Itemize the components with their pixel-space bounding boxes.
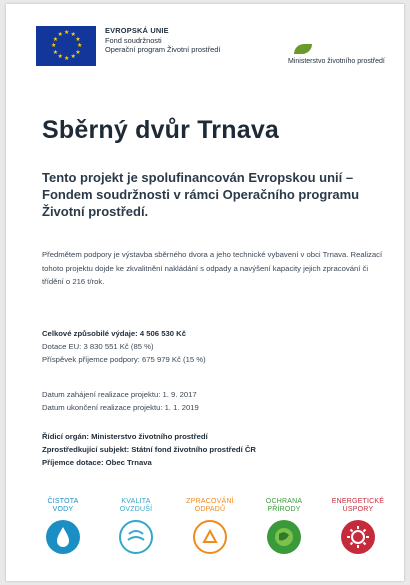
eu-star-icon: ★ [57, 31, 63, 38]
total-costs-value: 4 506 530 Kč [139, 329, 187, 338]
eu-star-icon: ★ [70, 54, 76, 61]
poster-sheet [6, 4, 404, 581]
icon-label: ENERGETICKÉ ÚSPORY [331, 498, 385, 513]
eu-subsidy: Dotace EU: 3 830 551 Kč (85 %) [42, 342, 154, 351]
icon-item-waste [177, 498, 243, 554]
icon-label: ZPRACOVÁNÍ ODPADŮ [186, 498, 234, 513]
eu-star-icon: ★ [77, 43, 83, 49]
eu-star-icon: ★ [52, 49, 59, 56]
recycle-icon [193, 520, 227, 554]
icon-item-nature [251, 498, 317, 554]
managing-authority: Řídicí orgán: Ministerstvo životního prostředí [42, 432, 208, 441]
dates-block [42, 388, 199, 414]
priority-icons [30, 498, 390, 568]
eu-fund-text [105, 26, 220, 55]
icon-label: KVALITA OVZDUŠÍ [119, 498, 153, 513]
recipient-contribution: Příspěvek příjemce podpory: 675 979 Kč (15 %) [42, 355, 206, 364]
ministry-leaf-icon [294, 44, 312, 54]
air-icon [119, 520, 153, 554]
eu-star-icon: ★ [75, 49, 81, 56]
intermediate-body: Zprostředkující subjekt: Státní fond životního prostředí ČR [42, 445, 256, 454]
energy-icon [341, 520, 375, 554]
eu-flag-icon [36, 26, 96, 66]
nature-icon [267, 520, 301, 554]
end-date: Datum ukončení realizace projektu: 1. 1. 2019 [42, 403, 199, 412]
eu-line-2: Fond soudržnosti [105, 35, 162, 45]
start-date: Datum zahájení realizace projektu: 1. 9. 2017 [42, 390, 197, 399]
ministry-name: Ministerstvo životního prostředí [288, 58, 385, 65]
eu-line-3: Operační program Životní prostředí [105, 45, 221, 55]
eu-star-icon: ★ [64, 56, 70, 62]
icon-label: OCHRANA PŘÍRODY [265, 498, 303, 513]
eu-star-icon: ★ [64, 30, 70, 36]
eu-star-icon: ★ [52, 36, 59, 43]
total-costs-label: Celkové způsobilé výdaje: [42, 329, 138, 338]
org-block [42, 430, 256, 469]
icon-item-energy [325, 498, 391, 554]
grant-recipient: Příjemce dotace: Obec Trnava [42, 458, 152, 467]
eu-star-icon: ★ [70, 31, 76, 38]
icon-label: ČISTOTA VODY [47, 498, 79, 513]
project-description: Předmětem podpory je výstavba sběrného dvora a jeho technické vybavení v obci Trnava. Realizací tohoto projektu dojde ke zkvalitnění nakládání s odpady a navýšení kapacity jejich zpracování či třídění o 216 t/rok. [42, 250, 383, 286]
water-drop-icon [46, 520, 80, 554]
icon-item-air [103, 498, 169, 554]
ministry-logo [288, 44, 396, 65]
eu-star-icon: ★ [75, 36, 81, 43]
page-title: Sběrný dvůr Trnava [42, 116, 280, 144]
lead-text: Tento projekt je spolufinancován Evropskou unií – Fondem soudržnosti v rámci Operačního programu Životní prostředí. [42, 170, 360, 219]
eu-star-icon: ★ [51, 43, 57, 49]
eu-line-1: EVROPSKÁ UNIE [105, 26, 169, 35]
costs-block [42, 327, 206, 366]
eu-star-icon: ★ [57, 54, 63, 61]
icon-item-water [30, 498, 96, 554]
